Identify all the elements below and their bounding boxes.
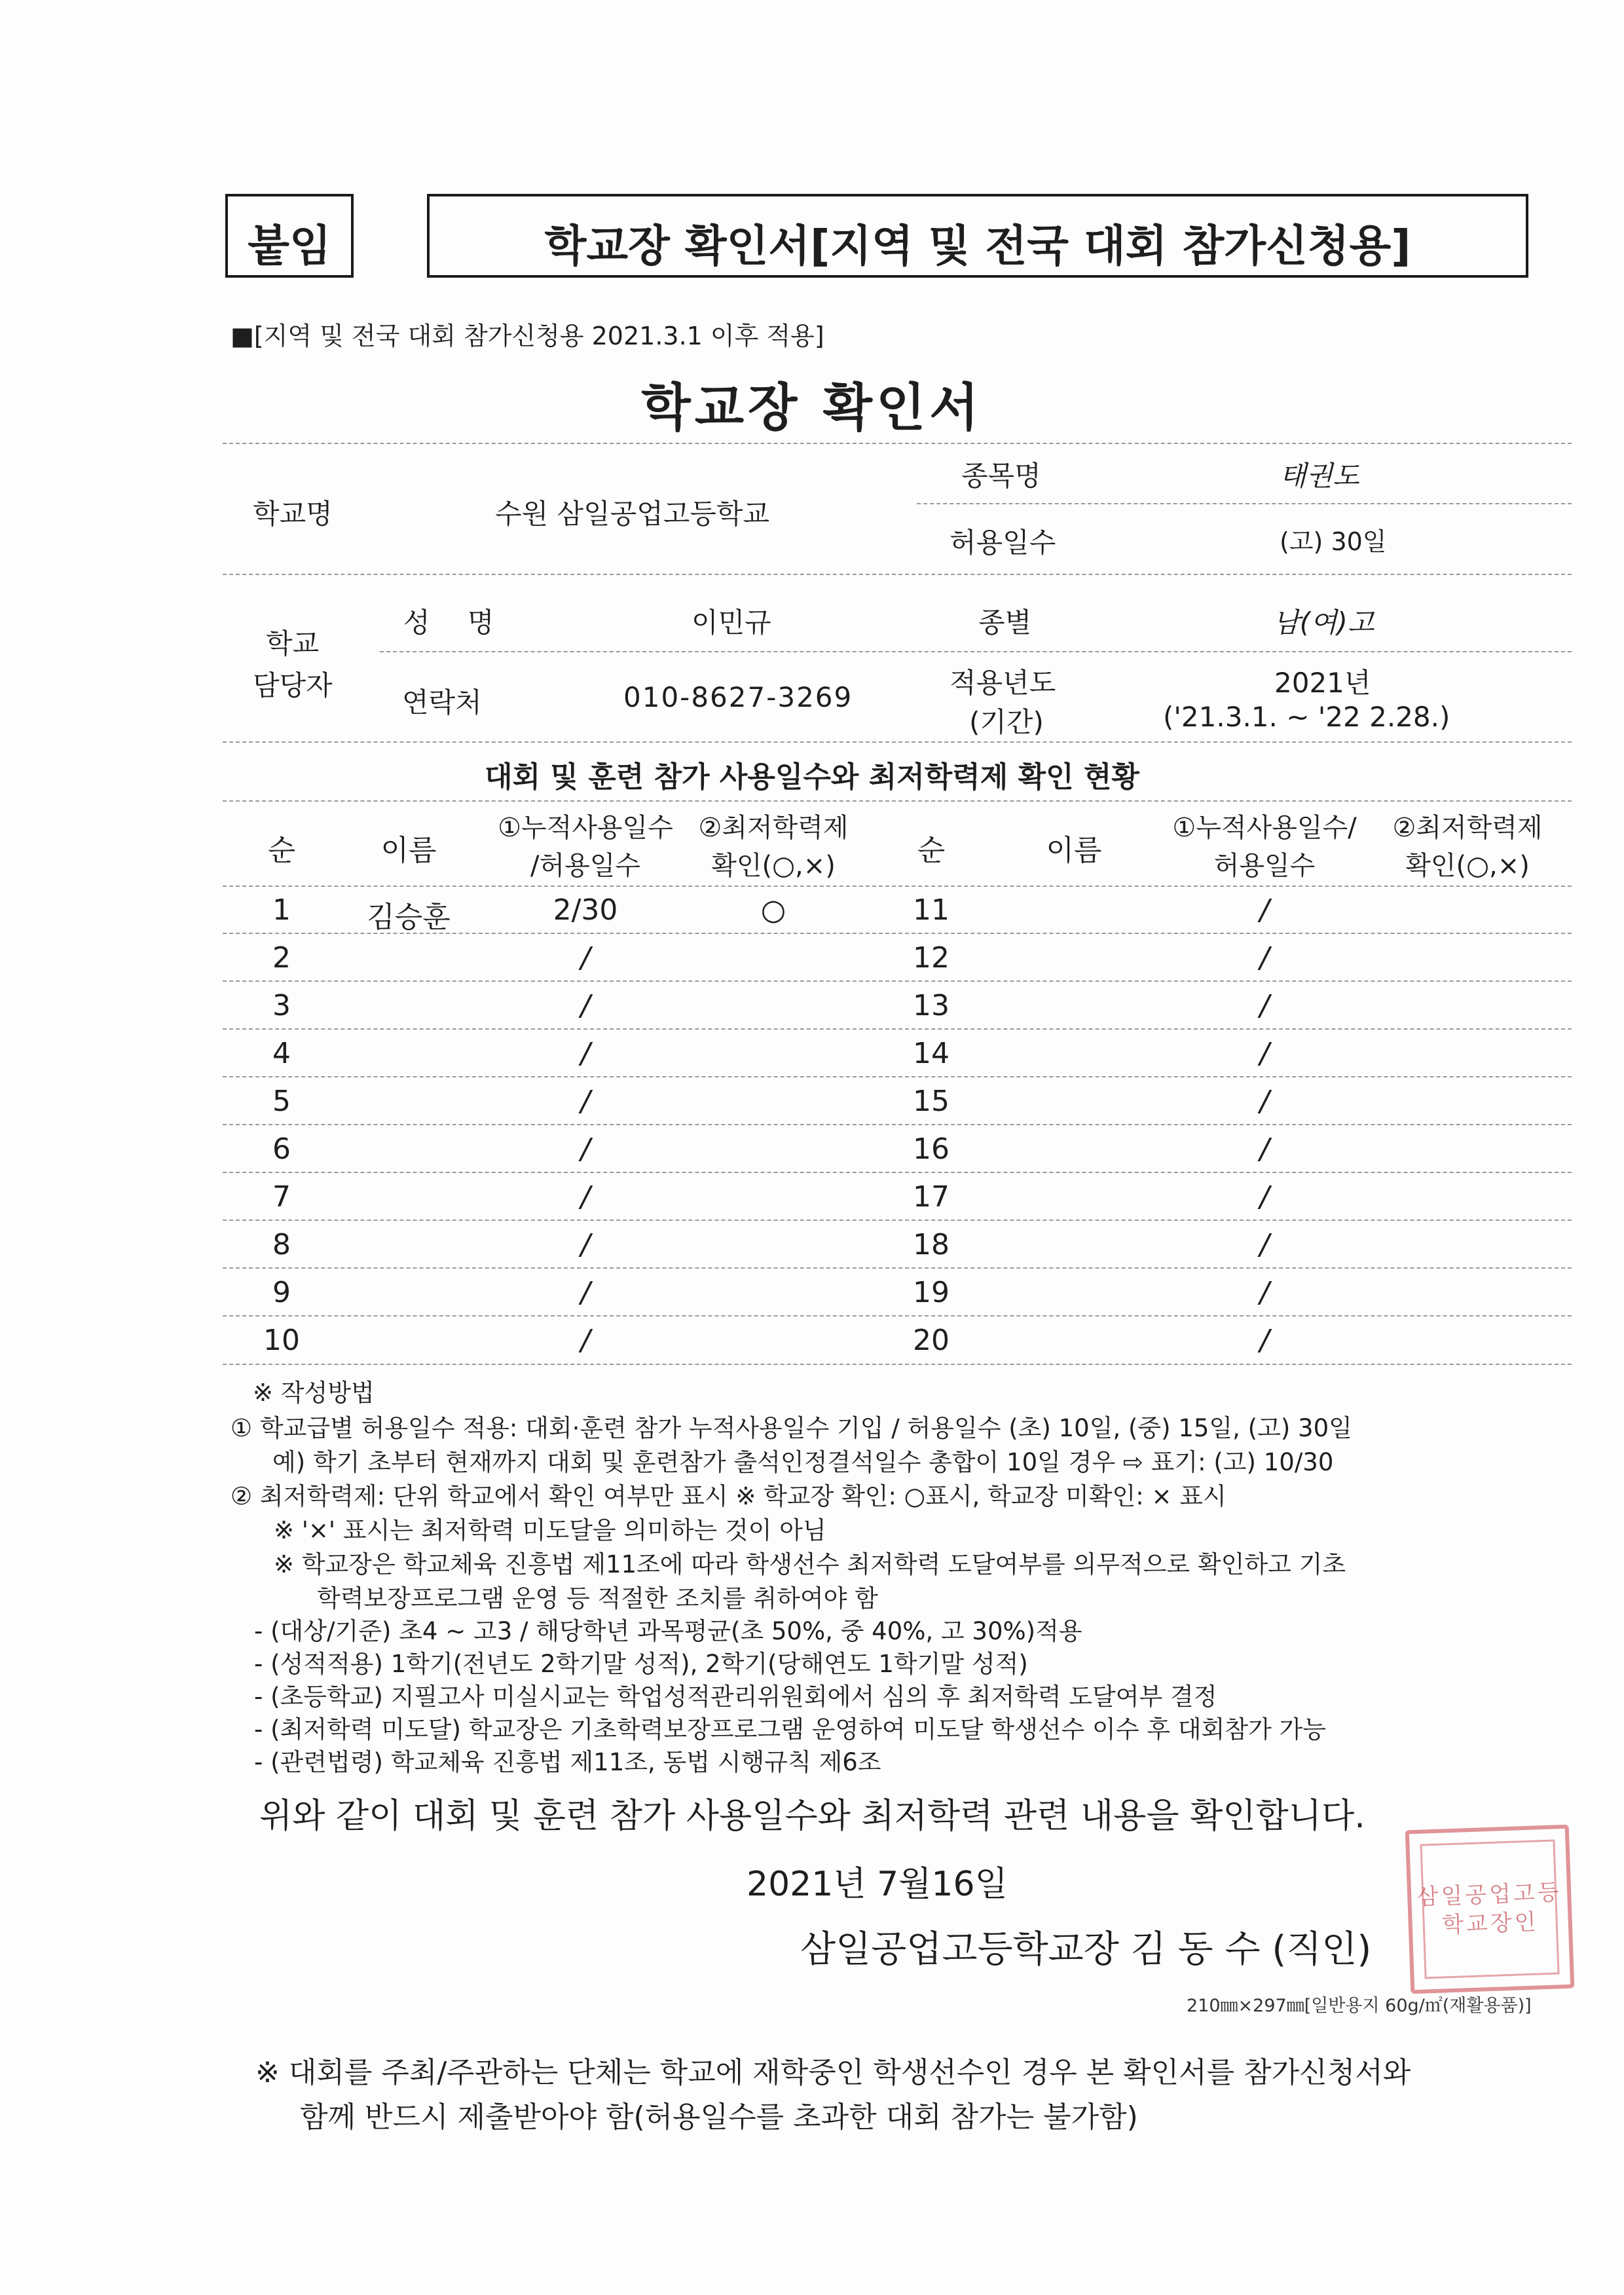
divider: [917, 503, 1572, 504]
row-days-right: /: [1259, 989, 1270, 1022]
row-days-left: /: [580, 1132, 591, 1166]
row-days-right: /: [1259, 1276, 1270, 1309]
manager-label-line1: 학교: [266, 627, 320, 660]
divider: [223, 1267, 1572, 1269]
period-value: ('21.3.1. ~ '22 2.28.): [1163, 701, 1450, 733]
row-no-left: 3: [272, 989, 291, 1022]
footer-note-line1: ※ 대회를 주최/주관하는 단체는 학교에 재학중인 학생선수인 경우 본 확인서를 참가신청서와: [255, 2056, 1411, 2089]
issue-date: 2021년 7월16일: [747, 1865, 1008, 1904]
footer-note-line2: 함께 반드시 제출받아야 함(허용일수를 초과한 대회 참가는 불가함): [300, 2100, 1138, 2134]
row-days-right: /: [1259, 1132, 1270, 1166]
row-no-left: 4: [272, 1037, 291, 1070]
name-label: 성 명: [403, 606, 494, 639]
row-days-right: /: [1259, 1180, 1270, 1214]
header-title-box: [427, 194, 1528, 278]
school-name-label: 학교명: [253, 498, 333, 530]
header-name-left: 이름: [380, 834, 437, 867]
divider: [380, 651, 1572, 652]
allowed-days-label: 허용일수: [950, 527, 1056, 559]
row-days-left: /: [580, 989, 591, 1022]
row-no-right: 14: [913, 1037, 950, 1070]
divider: [223, 980, 1572, 982]
instruction-line: ※ 학교장은 학교체육 진흥법 제11조에 따라 학생선수 최저학력 도달여부를 의무적으로 확인하고 기초: [274, 1550, 1346, 1578]
row-days-right: /: [1259, 893, 1270, 927]
header-days-right-2: 허용일수: [1213, 851, 1316, 881]
divider: [223, 933, 1572, 934]
divider: [223, 886, 1572, 887]
row-days-left: /: [580, 1228, 591, 1261]
table-caption: 대회 및 훈련 참가 사용일수와 최저학력제 확인 현황: [485, 760, 1139, 794]
row-days-right: /: [1259, 1324, 1270, 1357]
header-days-right-1: ①누적사용일수/: [1172, 813, 1357, 843]
row-days-right: /: [1259, 941, 1270, 975]
row-days-left: /: [580, 1276, 591, 1309]
row-check-left: ○: [760, 893, 786, 927]
attachment-tag: 붙임: [248, 221, 331, 271]
instruction-line: - (최저학력 미도달) 학교장은 기초학력보장프로그램 운영하여 미도달 학생선수 이수 후 대회참가 가능: [254, 1715, 1327, 1744]
instruction-line: ② 최저학력제: 단위 학교에서 확인 여부만 표시 ※ 학교장 확인: ○표시, 학교장 미확인: × 표시: [231, 1482, 1227, 1510]
manager-label-line2: 담당자: [253, 669, 333, 701]
divider: [223, 574, 1572, 575]
paper-spec: 210㎜×297㎜[일반용지 60g/㎡(재활용품)]: [1187, 1996, 1532, 2016]
header-seq-left: 순: [267, 834, 296, 867]
header-seq-right: 순: [917, 834, 946, 867]
period-label-line1: 적용년도: [950, 667, 1056, 699]
row-days-left: 2/30: [553, 893, 618, 927]
contact-value: 010-8627-3269: [623, 681, 853, 713]
row-no-right: 16: [913, 1132, 950, 1166]
divider: [223, 741, 1572, 743]
row-no-right: 18: [913, 1228, 950, 1261]
divider: [223, 1076, 1572, 1077]
allowed-days-value: (고) 30일: [1280, 527, 1387, 556]
row-days-left: /: [580, 941, 591, 975]
instruction-line: - (관련법령) 학교체육 진흥법 제11조, 동법 시행규칙 제6조: [254, 1748, 881, 1776]
instruction-line: 예) 학기 초부터 현재까지 대회 및 훈련참가 출석인정결석일수 총합이 10일 경우 ⇨ 표기: (고) 10/30: [272, 1448, 1334, 1476]
period-label-line2: (기간): [969, 706, 1044, 738]
row-no-right: 12: [913, 941, 950, 975]
row-days-left: /: [580, 1085, 591, 1118]
form-note: ■[지역 및 전국 대회 참가신청용 2021.3.1 이후 적용]: [231, 322, 824, 350]
header-name-right: 이름: [1046, 834, 1102, 867]
header-academic-left-2: 확인(○,×): [711, 851, 836, 881]
row-days-right: /: [1259, 1085, 1270, 1118]
school-name-value: 수원 삼일공업고등학교: [495, 498, 770, 530]
row-no-left: 9: [272, 1276, 291, 1309]
row-no-right: 19: [913, 1276, 950, 1309]
divider: [223, 1364, 1572, 1365]
divider: [223, 1028, 1572, 1030]
divider: [223, 443, 1572, 444]
row-name-left: 김승훈: [367, 901, 451, 934]
sport-label: 종목명: [961, 460, 1041, 492]
row-no-right: 11: [913, 893, 950, 927]
row-days-right: /: [1259, 1228, 1270, 1261]
header-days-left-1: ①누적사용일수: [498, 813, 673, 843]
divider: [223, 800, 1572, 802]
document-title: 학교장 확인서: [641, 379, 983, 438]
instruction-line: - (초등학교) 지필고사 미실시교는 학업성적관리위원회에서 심의 후 최저학력 도달여부 결정: [254, 1683, 1217, 1711]
instruction-line: - (대상/기준) 초4 ~ 고3 / 해당학년 과목평균(초 50%, 중 40%, 고 30%)적용: [254, 1617, 1082, 1645]
row-days-right: /: [1259, 1037, 1270, 1070]
gender-value: 남(여)고: [1273, 606, 1375, 639]
row-days-left: /: [580, 1180, 591, 1214]
row-no-right: 20: [913, 1324, 950, 1357]
row-days-left: /: [580, 1037, 591, 1070]
header-academic-left-1: ②최저학력제: [698, 813, 849, 843]
row-days-left: /: [580, 1324, 591, 1357]
signer: 삼일공업고등학교장 김 동 수 (직인): [800, 1928, 1372, 1971]
divider: [223, 1172, 1572, 1173]
instruction-line: - (성적적용) 1학기(전년도 2학기말 성적), 2학기(당해연도 1학기말 성적): [254, 1650, 1028, 1678]
divider: [223, 1315, 1572, 1316]
row-no-left: 8: [272, 1228, 291, 1261]
row-no-right: 15: [913, 1085, 950, 1118]
instruction-line: ※ 작성방법: [253, 1379, 375, 1407]
header-days-left-2: /허용일수: [530, 851, 641, 881]
header-academic-right-2: 확인(○,×): [1405, 851, 1530, 881]
instruction-line: 학력보장프로그램 운영 등 적절한 조치를 취하여야 함: [317, 1584, 878, 1613]
gender-label: 종별: [978, 606, 1032, 639]
row-no-right: 17: [913, 1180, 950, 1214]
sport-value: 태권도: [1280, 460, 1359, 492]
name-value: 이민규: [692, 606, 771, 639]
attachment-tag-box: [225, 194, 354, 278]
row-no-left: 5: [272, 1085, 291, 1118]
confirmation-text: 위와 같이 대회 및 훈련 참가 사용일수와 최저학력 관련 내용을 확인합니다.: [259, 1797, 1365, 1836]
row-no-left: 1: [272, 893, 291, 927]
divider: [223, 1220, 1572, 1221]
header-academic-right-1: ②최저학력제: [1392, 813, 1543, 843]
row-no-left: 2: [272, 941, 291, 975]
instruction-line: ※ '×' 표시는 최저학력 미도달을 의미하는 것이 아님: [274, 1516, 826, 1544]
header-title: 학교장 확인서[지역 및 전국 대회 참가신청용]: [544, 221, 1411, 271]
year-value: 2021년: [1274, 667, 1371, 699]
seal-text: 삼일공업고등학교장인: [1416, 1879, 1562, 1939]
row-no-left: 6: [272, 1132, 291, 1166]
contact-label: 연락처: [402, 686, 482, 718]
instruction-line: ① 학교급별 허용일수 적용: 대회·훈련 참가 누적사용일수 기입 / 허용일수 (초) 10일, (중) 15일, (고) 30일: [231, 1414, 1352, 1442]
row-no-left: 7: [272, 1180, 291, 1214]
row-no-left: 10: [263, 1324, 300, 1357]
row-no-right: 13: [913, 989, 950, 1022]
official-seal: [1405, 1825, 1575, 1994]
divider: [223, 1124, 1572, 1125]
